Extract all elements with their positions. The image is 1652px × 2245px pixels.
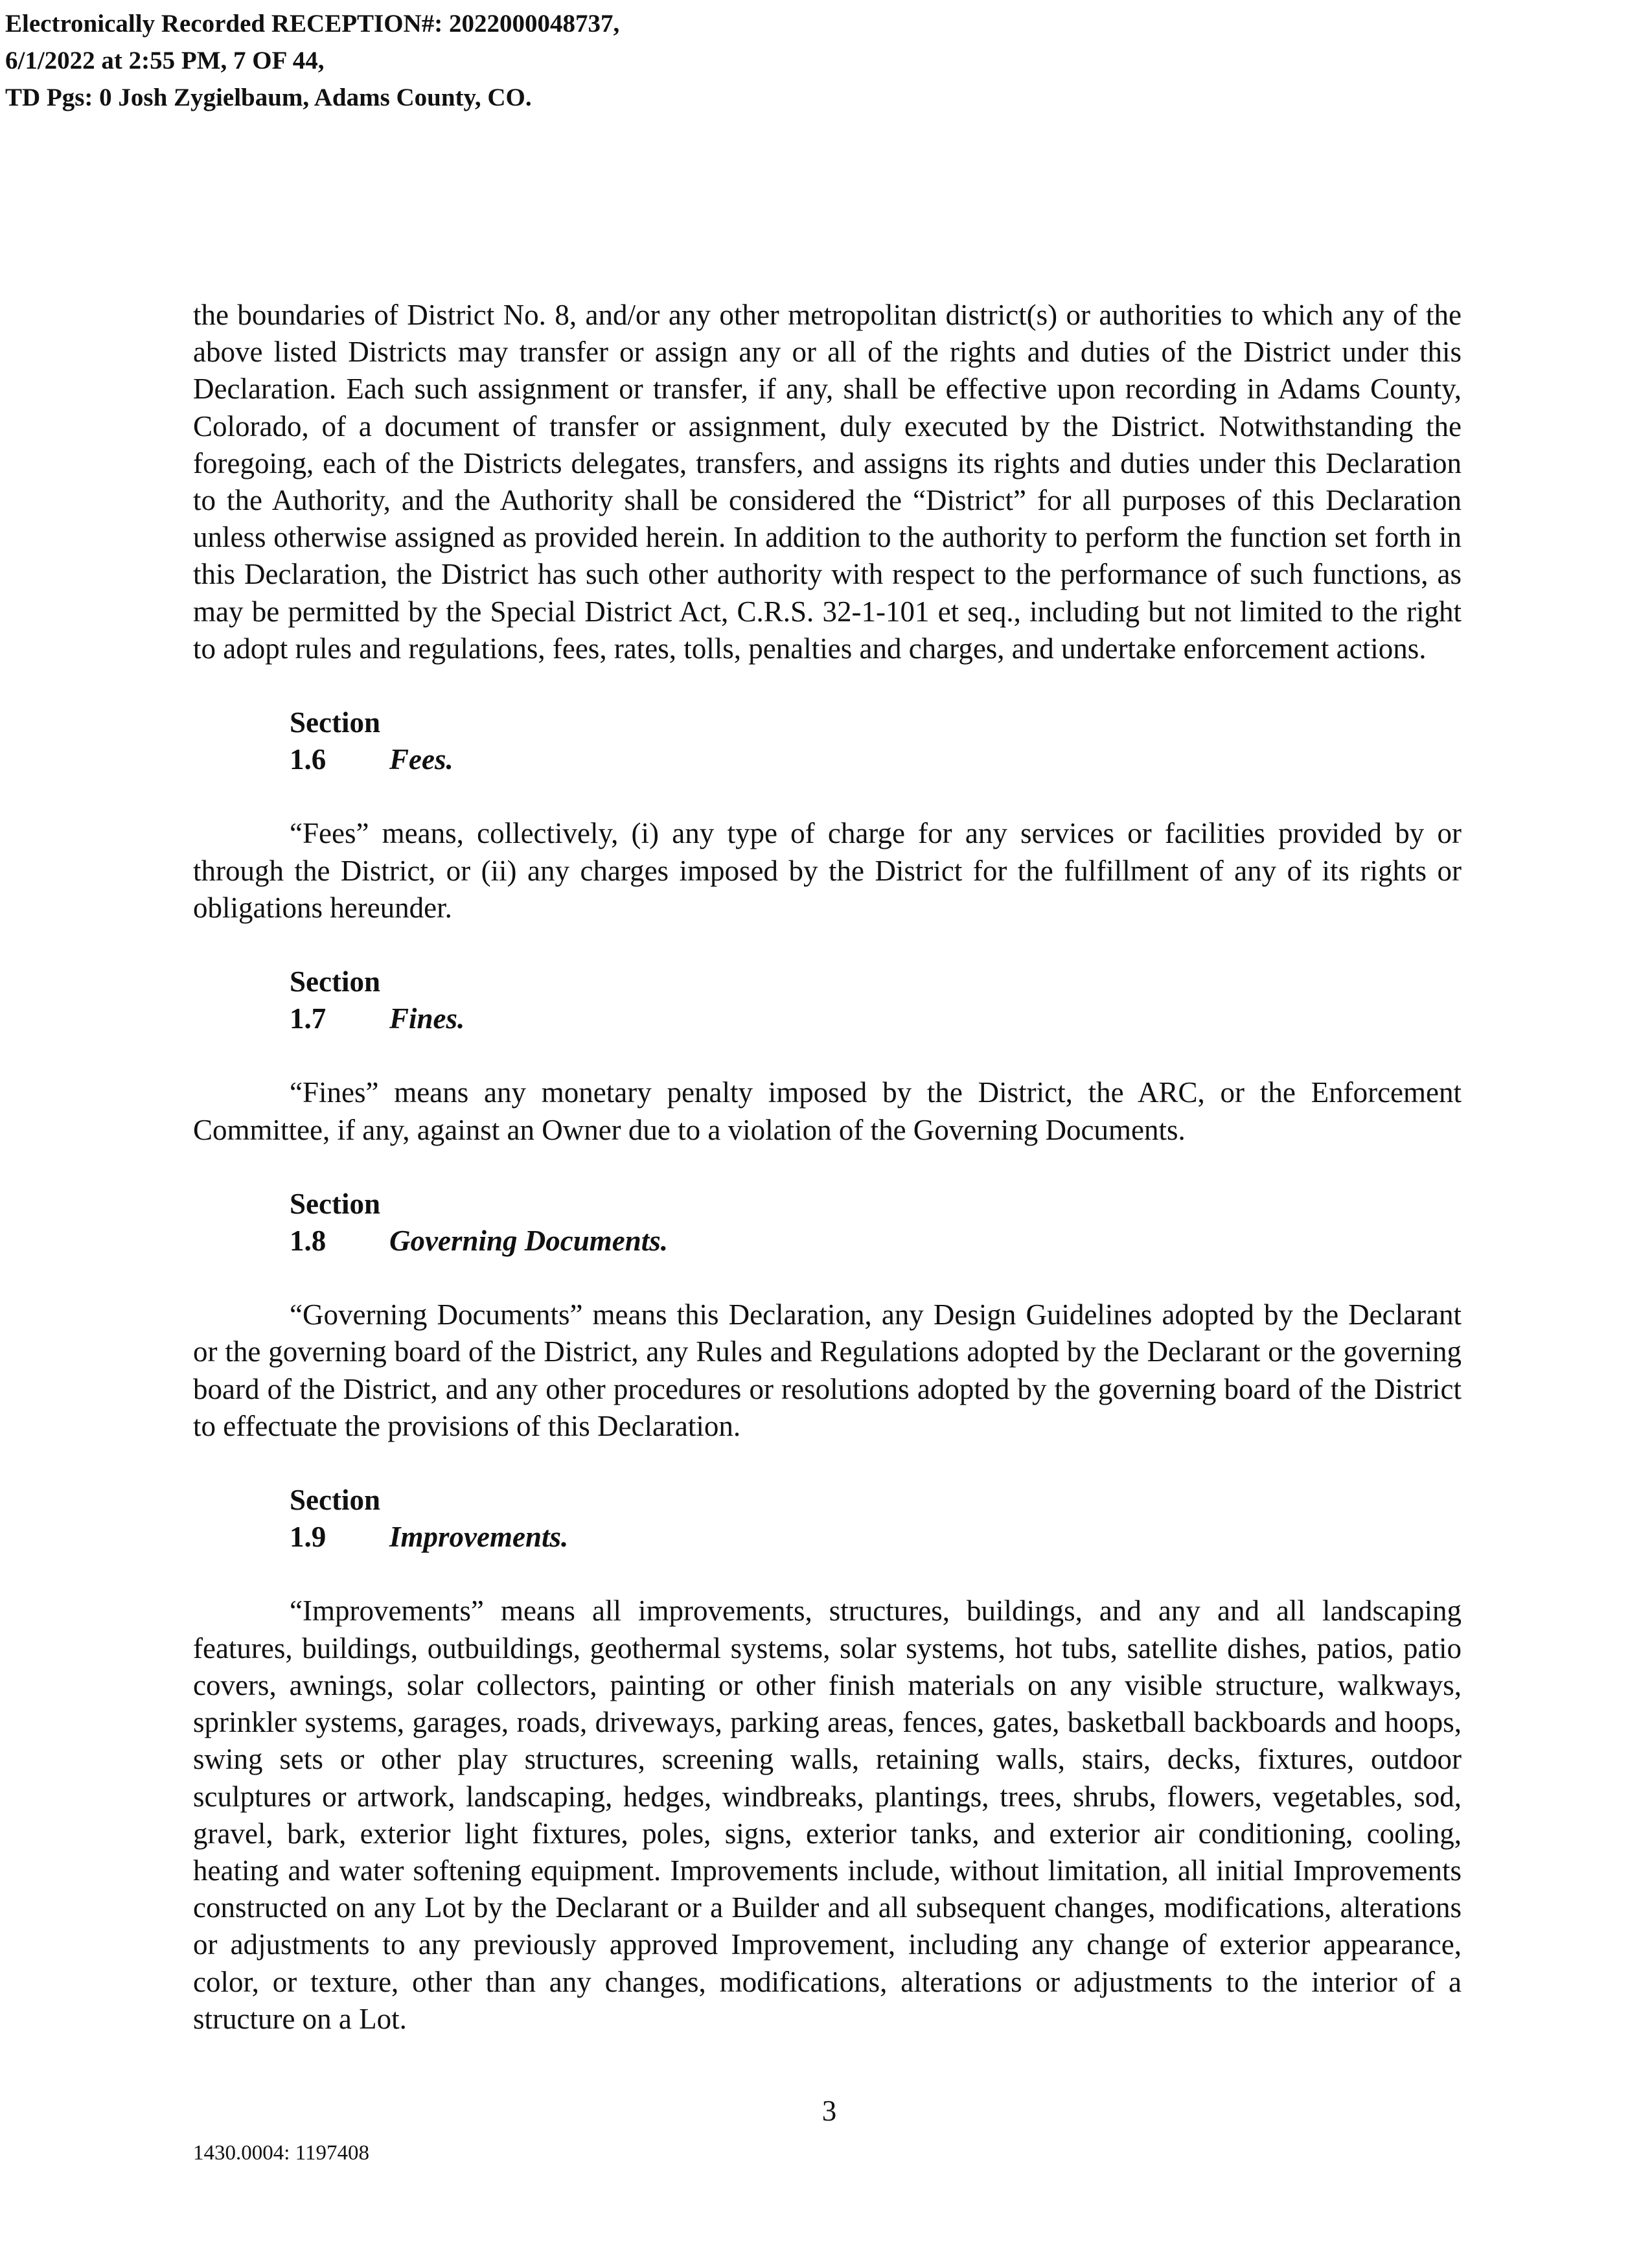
recording-stamp bbox=[5, 5, 619, 116]
section-number: Section 1.9 bbox=[290, 1484, 380, 1554]
section-body: “Improvements” means all improvements, structures, buildings, and any and all landscaping features, buildings, outbuildings, geothermal systems, solar systems, hot tubs, satellite dishes, patios, patio covers, awnings, solar collectors, painting or other finish materials on any visible structure, walkways, sprinkler systems, garages, roads, driveways, parking areas, fences, gates, basketball backboards and hoops, swing sets or other play structures, screening walls, retaining walls, stairs, decks, fixtures, outdoor sculptures or artwork, landscaping, hedges, windbreaks, plantings, trees, shrubs, flowers, vegetables, sod, gravel, bark, exterior light fixtures, poles, signs, exterior tanks, and exterior air conditioning, cooling, heating and water softening equipment. Improvements include, without limitation, all initial Improvements constructed on any Lot by the Declarant or a Builder and all subsequent changes, modifications, alterations or adjustments to any previously approved Improvement, including any change of exterior appearance, color, or texture, other than any changes, modifications, alterations or adjustments to the interior of a structure on a Lot. bbox=[193, 1595, 1462, 2035]
section-heading bbox=[193, 1482, 1462, 1556]
section-number: Section 1.8 bbox=[290, 1187, 380, 1258]
section-title: Governing Documents. bbox=[389, 1225, 669, 1258]
stamp-line-1: Electronically Recorded RECEPTION#: 2022000048737, bbox=[5, 10, 620, 38]
section-body: “Governing Documents” means this Declaration, any Design Guidelines adopted by the Declarant or the governing board of the District, any Rules and Regulations adopted by the Declarant or the governing board of the District, and any other procedures or resolutions adopted by the governing board of the District to effectuate the provisions of this Declaration. bbox=[193, 1298, 1462, 1442]
page-number: 3 bbox=[821, 2095, 837, 2127]
section-number: Section 1.6 bbox=[290, 706, 380, 776]
section-heading bbox=[193, 704, 1462, 778]
section-title: Improvements. bbox=[389, 1521, 569, 1554]
document-body bbox=[193, 297, 1462, 2038]
stamp-line-2: 6/1/2022 at 2:55 PM, 7 OF 44, bbox=[5, 47, 325, 75]
document-id: 1430.0004: 1197408 bbox=[193, 2141, 369, 2165]
stamp-line-3: TD Pgs: 0 Josh Zygielbaum, Adams County, CO. bbox=[5, 84, 532, 111]
section-body: “Fines” means any monetary penalty imposed by the District, the ARC, or the Enforcement Committee, if any, against an Owner due to a violation of the Governing Documents. bbox=[193, 1076, 1462, 1146]
section-title: Fees. bbox=[389, 743, 453, 776]
section-body: “Fees” means, collectively, (i) any type of charge for any services or facilities provided by or through the District, or (ii) any charges imposed by the District for the fulfillment of any of its rights or obligations hereunder. bbox=[193, 817, 1462, 924]
section-title: Fines. bbox=[389, 1002, 465, 1035]
section-heading bbox=[193, 1186, 1462, 1260]
section-heading bbox=[193, 963, 1462, 1037]
section-number: Section 1.7 bbox=[290, 965, 380, 1035]
continuation-paragraph: the boundaries of District No. 8, and/or any other metropolitan district(s) or authorities to which any of the above listed Districts may transfer or assign any or all of the rights and duties of the District under this Declaration. Each such assignment or transfer, if any, shall be effective upon recording in Adams County, Colorado, of a document of transfer or assignment, duly executed by the District. Notwithstanding the foregoing, each of the Districts delegates, transfers, and assigns its rights and duties under this Declaration to the Authority, and the Authority shall be considered the “District” for all purposes of this Declaration unless otherwise assigned as provided herein. In addition to the authority to perform the function set forth in this Declaration, the District has such other authority with respect to the performance of such functions, as may be permitted by the Special District Act, C.R.S. 32-1-101 et seq., including but not limited to the right to adopt rules and regulations, fees, rates, tolls, penalties and charges, and undertake enforcement actions. bbox=[193, 299, 1462, 665]
